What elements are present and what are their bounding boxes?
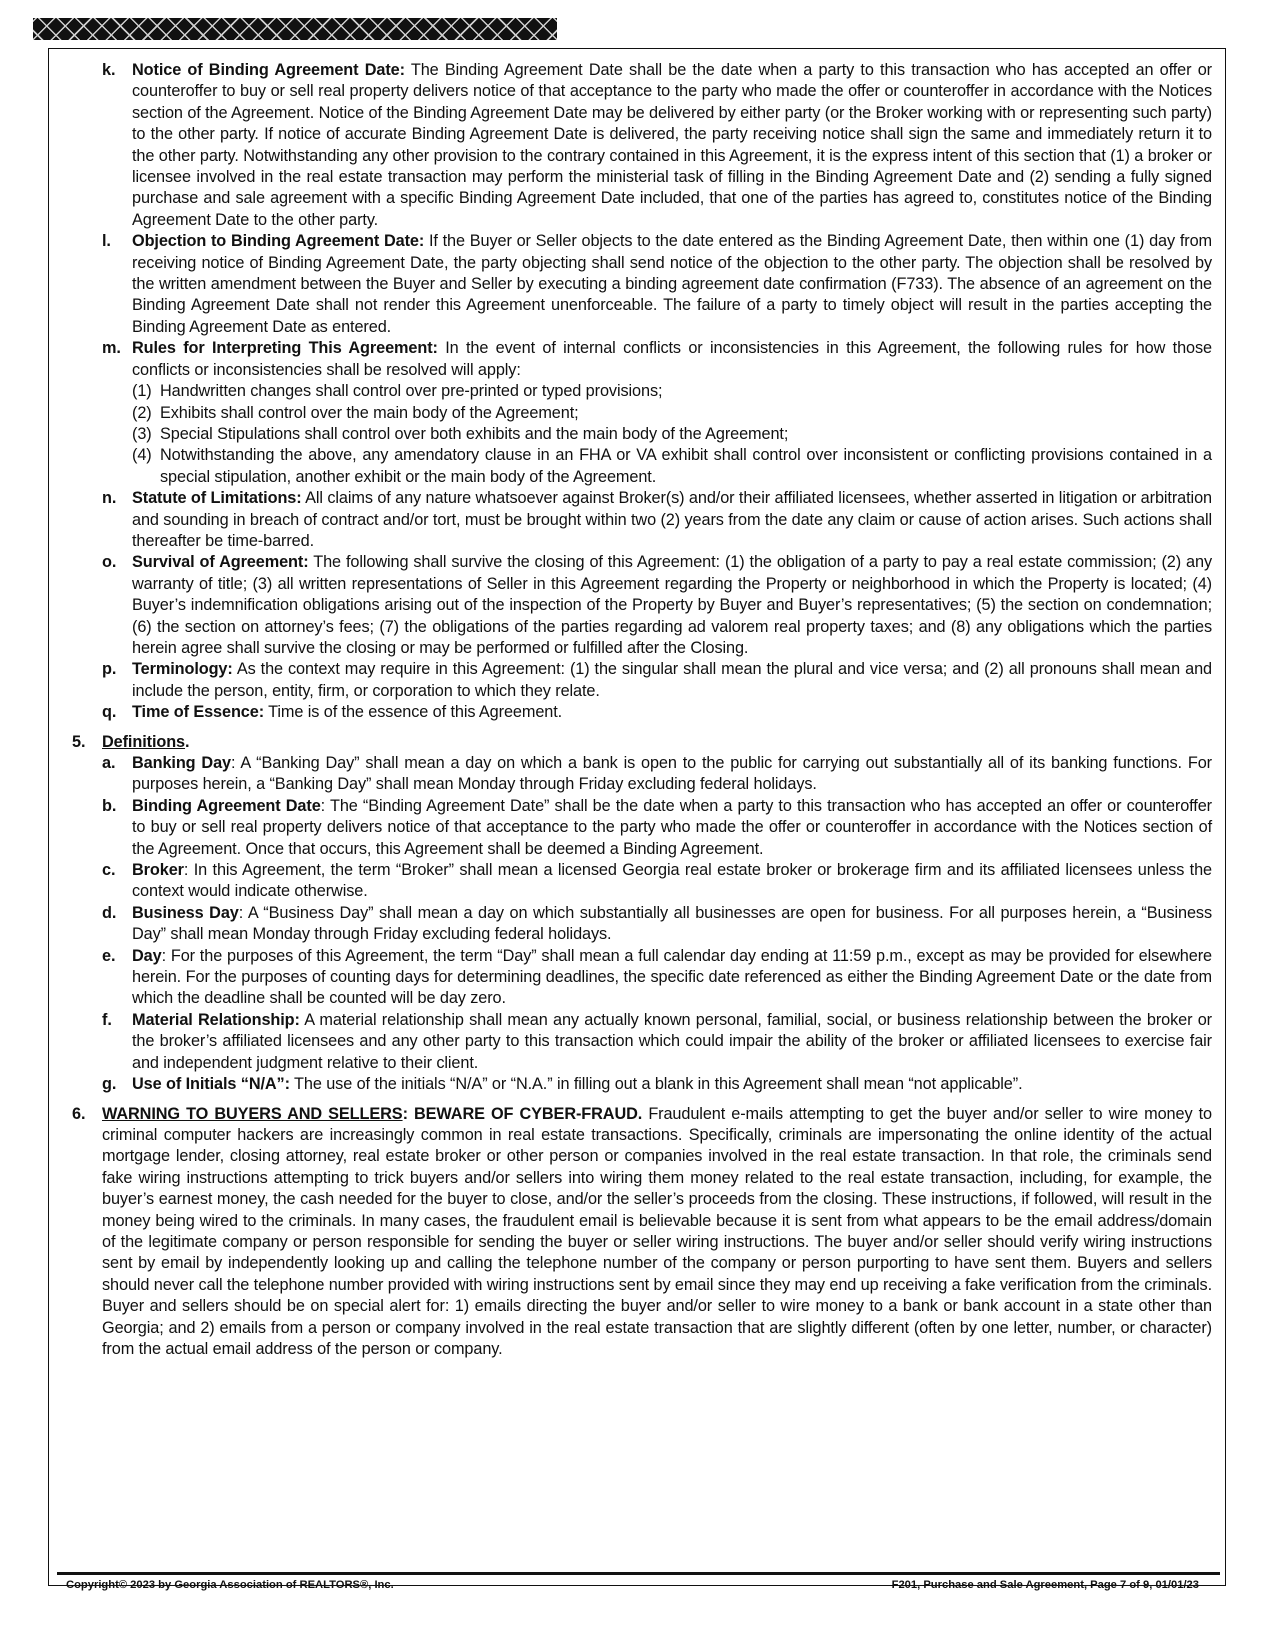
section-title: Definitions [102,732,186,751]
definition-text: : A “Business Day” shall mean a day on which substantially all businesses are open for business. For all purposes herein, a “Business Day” shall mean Monday through Friday excluding federal holidays. [132,903,1212,944]
section-text: Fraudulent e-mails attempting to get the buyer and/or seller to wire money to criminal computer hackers are increasingly common in real estate transactions. Specifically, criminals are impersonating the online identity of the actual mortgage lender, closing attorney, real estate broker or other person or companies involved in the real estate transaction. In that role, the criminals send fake wiring instructions attempting to trick buyers and/or sellers into wiring them money related to the real estate transaction, including, for example, the buyer’s earnest money, the cash needed for the buyer to close, and/or the seller’s proceeds from the closing. These instructions, if followed, will result in the money being wired to the criminals. In many cases, the fraudulent email is believable because it is sent from what appears to be the email address/domain of the legitimate company or person responsible for sending the buyer or seller wiring instructions. The buyer and/or seller should verify wiring instructions sent by email by independently looking up and calling the telephone number of the company or person purporting to have sent them. Buyers and sellers should never call the telephone number provided with wiring instructions sent by email since they may end up receiving a fake verification from the criminals. Buyer and sellers should be on special alert for: 1) emails directing the buyer and/or seller to wire money to a bank or bank account in a state other than Georgia; and 2) emails from a person or company involved in the real estate transaction that are slightly different (often by one letter, number, or character) from the actual email address of the person or company. [102,1104,1212,1358]
definition-term: Binding Agreement Date [132,796,321,815]
rule-item [132,445,1212,488]
clause-marker: q. [102,703,117,722]
section-title: WARNING TO BUYERS AND SELLERS [102,1104,403,1123]
clause-marker: o. [102,553,117,572]
section-number: 5. [72,732,86,751]
definition-marker: c. [102,861,116,880]
section-6-cyber-fraud-warning [72,1104,1212,1361]
rule-item [132,424,1212,445]
clause-title: Rules for Interpreting This Agreement: [132,339,438,358]
section-5-heading [72,732,1212,753]
rule-number: (2) [132,403,152,422]
footer-rule [57,1572,1220,1575]
clause-text: The following shall survive the closing of this Agreement: (1) the obligation of a party to pay a real estate commission; (2) any warranty of title; (3) all written representations of Seller in this Agreement regarding the Property or neighborhood in which the Property is located; (4) Buyer’s indemnification obligations arising out of the inspection of the Property by Buyer and Buyer’s representatives; (5) the section on condemnation; (6) the section on attorney’s fees; (7) the obligations of the parties regarding ad valorem real property taxes; and (8) any obligations which the parties herein agree shall survive the closing or may be performed or fulfilled after the Closing. [132,553,1212,657]
clause-marker: m. [102,339,121,358]
definition-marker: b. [102,796,117,815]
definition-c [72,860,1212,903]
rule-item [132,403,1212,424]
clause-text: Time is of the essence of this Agreement. [264,703,563,722]
clause-title: Time of Essence: [132,703,265,722]
rule-text: Exhibits shall control over the main body of the Agreement; [160,403,579,422]
definition-text: A material relationship shall mean any actually known personal, familial, social, or business relationship between the broker or the broker’s affiliated licensees and any other party to this transaction which could impair the ability of the broker or affiliated licensees to exercise fair and independent judgment relative to their client. [132,1010,1212,1072]
clause-marker: l. [102,232,111,251]
clause-title: Objection to Binding Agreement Date: [132,232,425,251]
header-pattern-bar [33,18,557,40]
definition-f [72,1010,1212,1074]
clause-marker: n. [102,489,117,508]
rule-item [132,381,1212,402]
rule-text: Notwithstanding the above, any amendatory clause in an FHA or VA exhibit shall control over inconsistent or conflicting provisions contained in a special stipulation, another exhibit or the main body of the Agreement. [160,446,1212,486]
definition-text: : In this Agreement, the term “Broker” shall mean a licensed Georgia real estate broker or brokerage firm and its affiliated licensees unless the context would indicate otherwise. [132,861,1212,901]
footer-copyright: Copyright© 2023 by Georgia Association of REALTORS®, Inc. [66,1579,394,1591]
definition-b [72,796,1212,860]
clause-text: If the Buyer or Seller objects to the date entered as the Binding Agreement Date, then within one (1) day from receiving notice of Binding Agreement Date, the party objecting shall send notice of the objection to the other party. The objection shall be resolved by the written amendment between the Buyer and Seller by executing a binding agreement date confirmation (F733). The absence of an agreement on the Binding Agreement Date shall not render this Agreement unenforceable. The failure of a party to timely object will result in the parties accepting the Binding Agreement Date as entered. [132,232,1212,336]
rule-text: Handwritten changes shall control over pre-printed or typed provisions; [160,382,663,401]
definition-d [72,903,1212,946]
clause-title: Survival of Agreement: [132,553,309,572]
clause-k [72,60,1212,231]
definition-term: Banking Day [132,754,231,772]
definition-term: Use of Initials “N/A”: [132,1075,290,1094]
clause-title: Notice of Binding Agreement Date: [132,61,405,79]
clause-marker: p. [102,660,117,679]
definition-text: The use of the initials “N/A” or “N.A.” in filling out a blank in this Agreement shall mean “not applicable”. [289,1075,1023,1094]
clause-q [72,702,1212,723]
definition-marker: d. [102,903,117,922]
clause-m [72,338,1212,488]
definition-term: Day [132,946,162,965]
rule-number: (1) [132,382,152,401]
definition-g [72,1074,1212,1095]
definition-a [72,753,1212,796]
definition-e [72,946,1212,1010]
clause-n [72,488,1212,552]
rule-text: Special Stipulations shall control over both exhibits and the main body of the Agreement; [160,424,789,443]
clause-text: In the event of internal conflicts or inconsistencies in this Agreement, the following rules for how those conflicts or inconsistencies shall be resolved will apply: [132,339,1212,379]
definition-term: Broker [132,861,184,880]
clause-marker: k. [102,61,116,79]
footer-form-id: F201, Purchase and Sale Agreement, Page 7 of 9, 01/01/23 [891,1579,1199,1591]
clause-o [72,552,1212,659]
section-number: 6. [72,1104,86,1123]
rule-number: (4) [132,446,152,465]
definition-term: Material Relationship: [132,1010,300,1029]
clause-p [72,659,1212,702]
definition-term: Business Day [132,903,239,922]
clause-title: Terminology: [132,660,233,679]
rule-number: (3) [132,424,152,443]
definition-marker: e. [102,946,116,965]
clause-text: As the context may require in this Agreement: (1) the singular shall mean the plural and vice versa; and (2) all pronouns shall mean and include the person, entity, firm, or corporation to which they relate. [132,660,1212,700]
section-title-period: . [185,732,190,751]
clause-text: The Binding Agreement Date shall be the date when a party to this transaction who has accepted an offer or counteroffer to buy or sell real property delivers notice of that acceptance to the party who made the offer or counteroffer in accordance with the Notices section of the Agreement. Notice of the Binding Agreement Date may be delivered by either party (or the Broker working with or representing such party) to the other party. If notice of accurate Binding Agreement Date is delivered, the party receiving notice shall sign the same and immediately return it to the other party. Notwithstanding any other provision to the contrary contained in this Agreement, it is the express intent of this section that (1) a broker or licensee involved in the real estate transaction may perform the ministerial task of filling in the Binding Agreement Date and (2) sending a fully signed purchase and sale agreement with a specific Binding Agreement Date included, that one of the parties has agreed to, constitutes notice of the Binding Agreement Date to the other party. [132,61,1212,229]
definition-text: : For the purposes of this Agreement, the term “Day” shall mean a full calendar day ending at 11:59 p.m., except as may be provided for elsewhere herein. For the purposes of counting days for determining deadlines, the specific date referenced as either the Binding Agreement Date or the date from which the deadline shall be counted will be day zero. [132,946,1212,1008]
clause-title: Statute of Limitations: [132,489,302,508]
clause-text: All claims of any nature whatsoever against Broker(s) and/or their affiliated licensees, whether asserted in litigation or arbitration and sounding in breach of contract and/or tort, must be brought within two (2) years from the date any claim or cause of action arises. Such actions shall thereafter be time-barred. [132,489,1212,550]
definition-marker: f. [102,1010,112,1029]
definition-marker: g. [102,1075,117,1094]
clause-l [72,231,1212,338]
document-body [72,60,1212,1360]
definition-marker: a. [102,754,116,772]
definition-text: : The “Binding Agreement Date” shall be the date when a party to this transaction who has accepted an offer or counteroffer to buy or sell real property delivers notice of that acceptance to the party who made the offer or counteroffer in accordance with the Notices section of the Agreement. Once that occurs, this Agreement shall be deemed a Binding Agreement. [132,796,1212,858]
definition-text: : A “Banking Day” shall mean a day on which a bank is open to the public for carrying out substantially all of its banking functions. For purposes herein, a “Banking Day” shall mean Monday through Friday excluding federal holidays. [132,754,1212,794]
section-title-rest: : BEWARE OF CYBER-FRAUD. [402,1104,643,1123]
